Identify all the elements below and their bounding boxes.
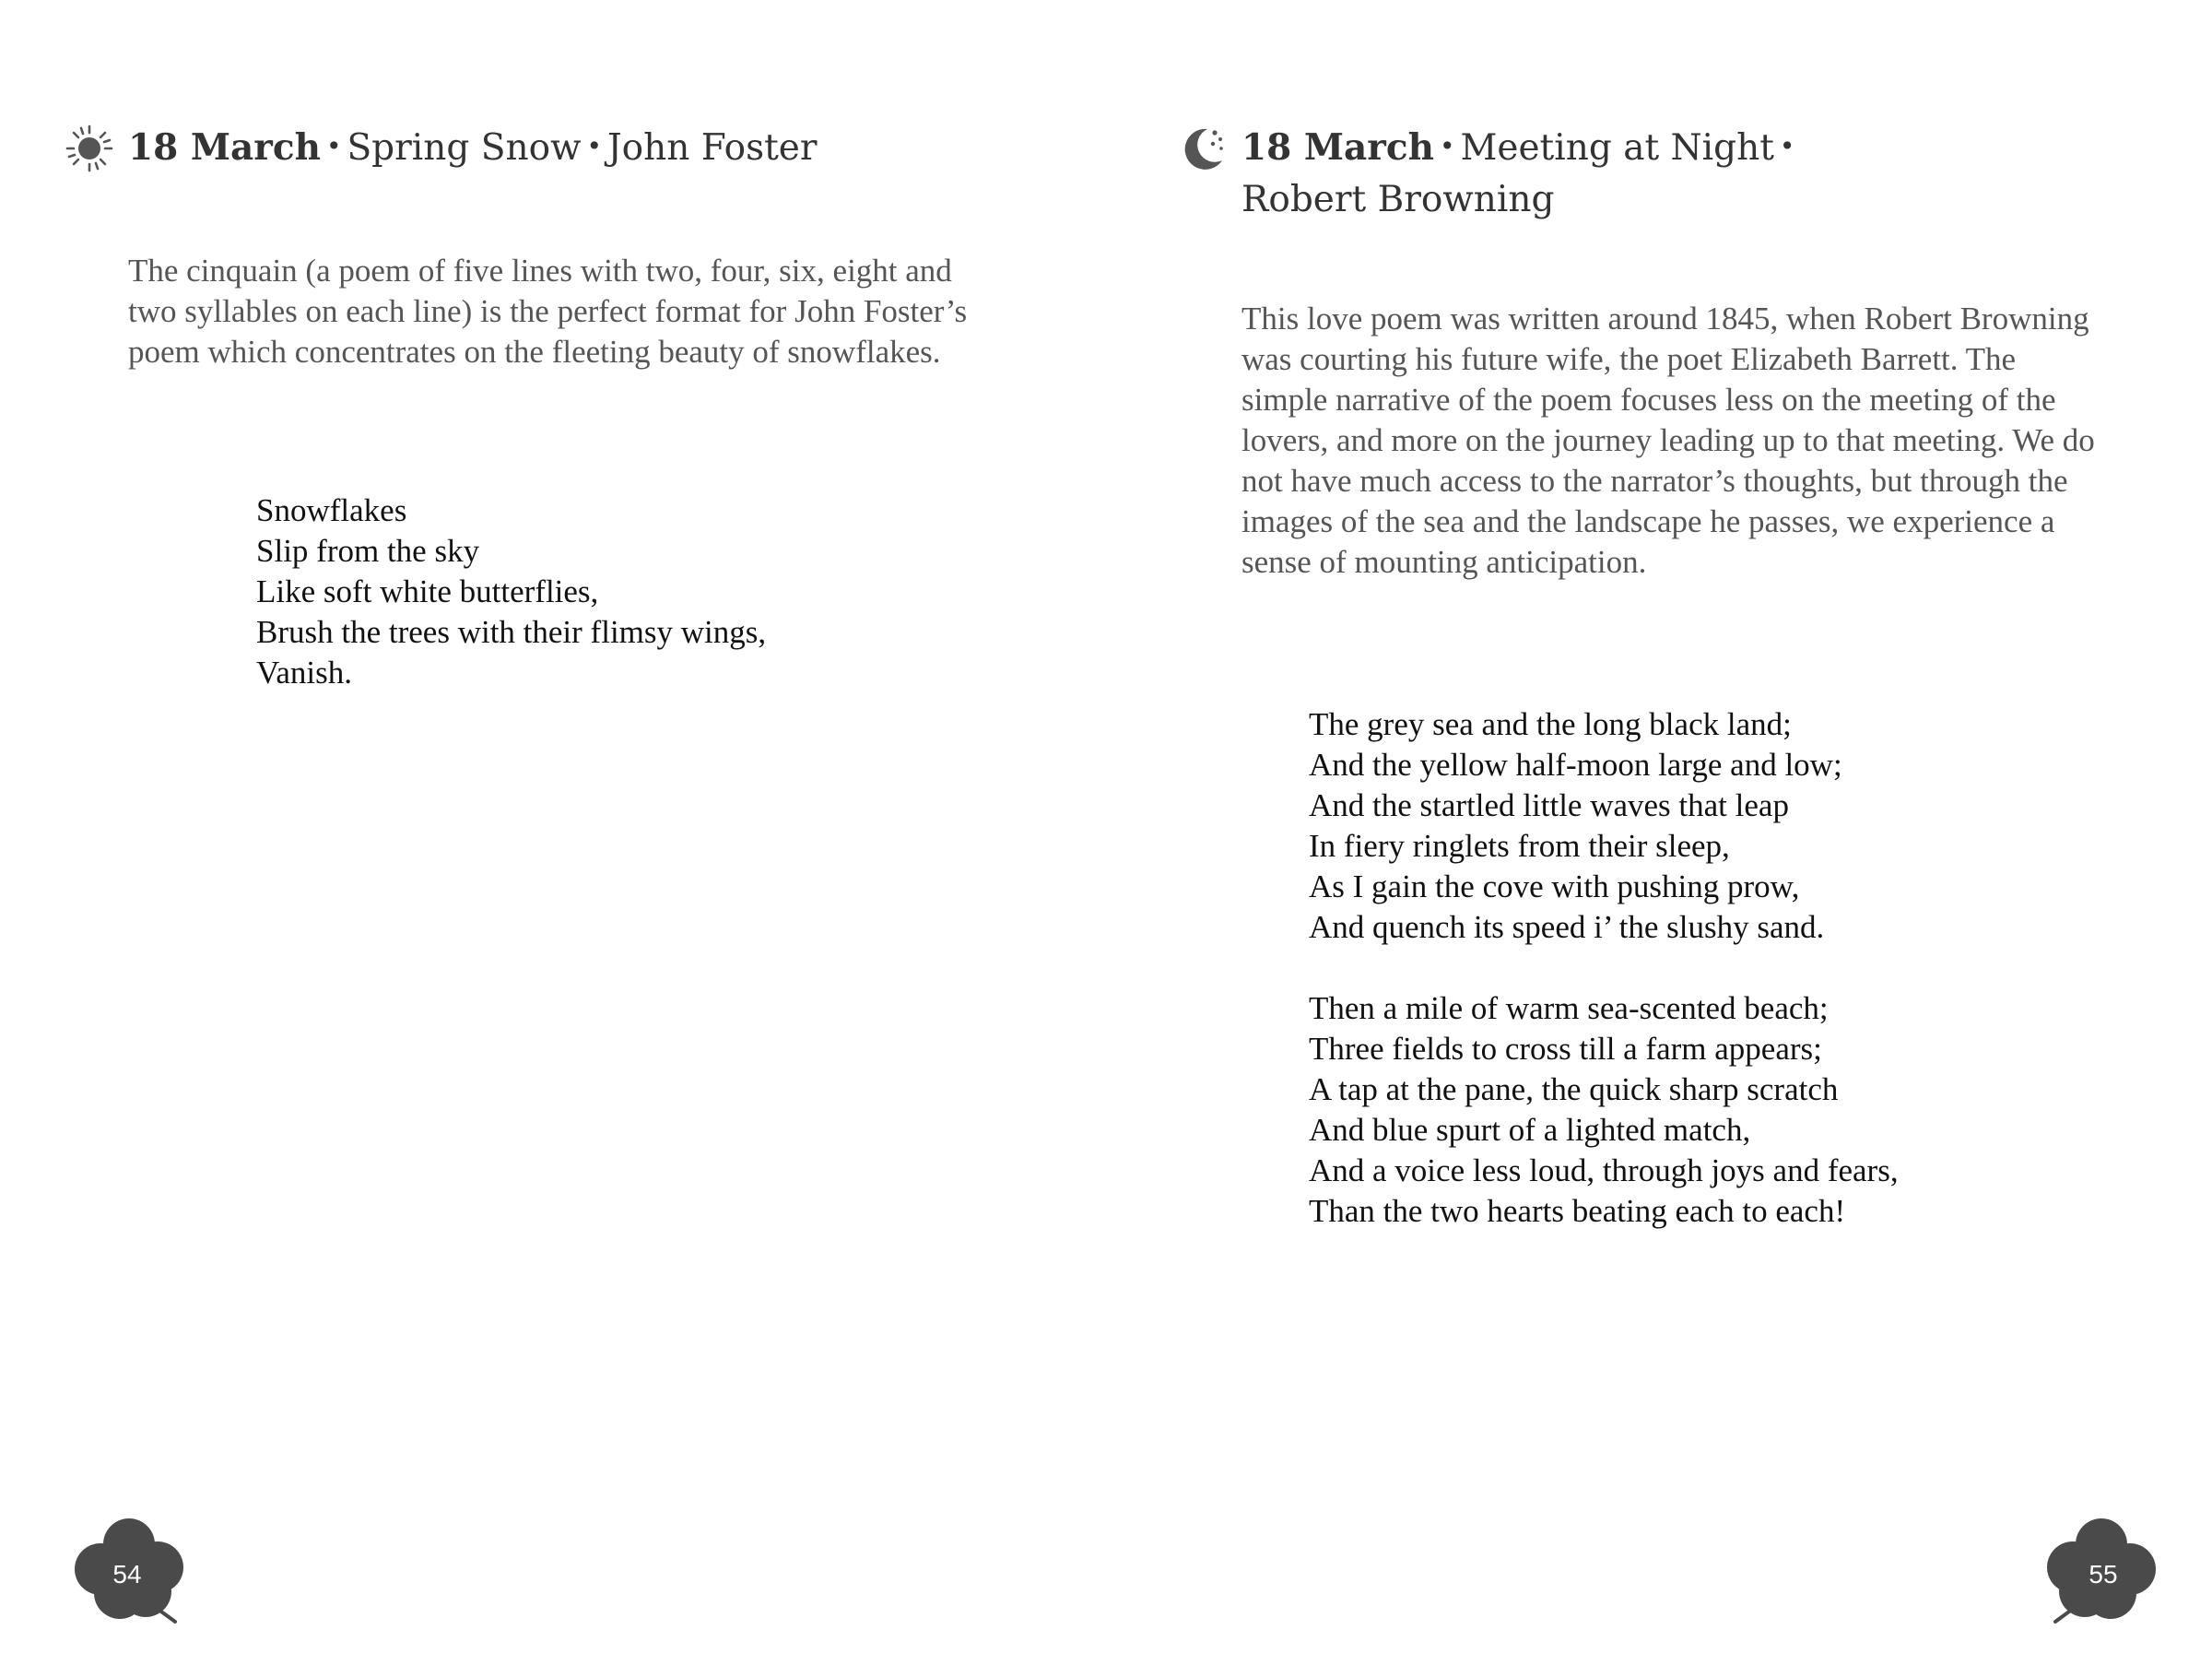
poem-line: A tap at the pane, the quick sharp scratch [1309, 1071, 1839, 1107]
poem-line: And quench its speed i’ the slushy sand. [1309, 909, 1825, 945]
intro-paragraph: The cinquain (a poem of five lines with two, four, six, eight and two syllables on each line) is the perfect format for John Foster’s poem which concentrates on the fleeting beauty of snowflakes. [128, 253, 968, 370]
poem-line: As I gain the cove with pushing prow, [1309, 868, 1800, 904]
page-number-badge [2035, 1514, 2164, 1624]
poem-line: Vanish. [256, 655, 353, 691]
poem-author: Robert Browning [1241, 179, 1555, 220]
sun-icon [65, 124, 114, 177]
separator: • [1779, 131, 1795, 161]
poem-line: And a voice less loud, through joys and fears, [1309, 1152, 1899, 1188]
separator: • [325, 131, 342, 161]
poem-line: Snowflakes [256, 492, 407, 528]
right-page [1106, 0, 2212, 1677]
separator: • [1439, 131, 1455, 161]
page-number: 54 [112, 1560, 142, 1588]
page-number: 55 [2088, 1560, 2118, 1588]
entry-date: 18 March [1241, 126, 1434, 169]
poem-title: Spring Snow [347, 127, 582, 169]
poem-line: Than the two hearts beating each to each! [1309, 1193, 1846, 1229]
poem-heading [128, 124, 818, 175]
poem-title: Meeting at Night [1460, 127, 1774, 169]
intro-paragraph: This love poem was written around 1845, when Robert Browning was courting his future wife, the poet Elizabeth Barrett. The simple narrative of the poem focuses less on the meeting of the lovers, and more on the journey leading up to that meeting. We do not have much access to the narrator’s thoughts, but through the images of the sea and the landscape he passes, we experience a sense of mounting anticipation. [1241, 301, 2095, 580]
poem-author: John Foster [606, 127, 818, 169]
page-number-badge [66, 1514, 195, 1624]
stanza [1309, 704, 1899, 948]
stanza [1309, 988, 1899, 1232]
poem-line: And the yellow half-moon large and low; [1309, 747, 1842, 783]
poem-body [1309, 704, 1899, 1272]
poem-line: And blue spurt of a lighted match, [1309, 1112, 1751, 1148]
poem-heading [1241, 124, 1887, 224]
separator: • [586, 131, 602, 161]
poem-line: And the startled little waves that leap [1309, 787, 1789, 823]
poem-line: Slip from the sky [256, 533, 480, 569]
poem-body [256, 490, 766, 693]
moon-icon [1180, 125, 1226, 175]
poem-line: The grey sea and the long black land; [1309, 706, 1792, 742]
poem-line: Three fields to cross till a farm appears; [1309, 1031, 1822, 1067]
poem-line: Like soft white butterflies, [256, 573, 599, 609]
entry-date: 18 March [128, 126, 321, 169]
poem-line: Then a mile of warm sea-scented beach; [1309, 990, 1829, 1026]
poem-line: In fiery ringlets from their sleep, [1309, 828, 1730, 864]
poem-line: Brush the trees with their flimsy wings, [256, 614, 767, 650]
